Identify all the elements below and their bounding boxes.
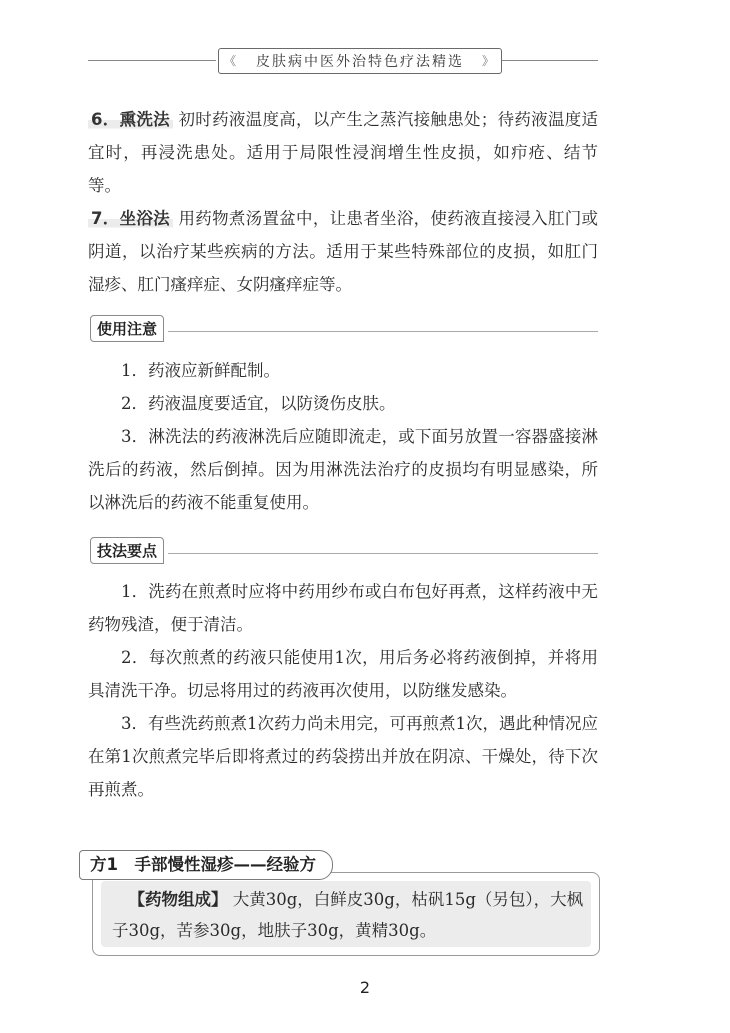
prescription-ingredients: 大黄30g，白鲜皮30g，枯矾15g（另包），大枫子30g，苦参30g，地肤子30g，黄精30g。 — [112, 890, 584, 940]
precaution-item-1: 1．药液应新鲜配制。 — [121, 361, 280, 380]
precautions-heading — [90, 316, 164, 340]
technique-item-1: 1．洗药在煎煮时应将中药用纱布或白布包好再煮，这样药液中无药物残渣，便于清洁。 — [88, 582, 598, 634]
technique-item-2: 2．每次煎煮的药液只能使用1次，用后务必将药液倒掉，并将用具清洗干净。切忌将用过的药液再次使用，以防继发感染。 — [88, 648, 598, 700]
prescription-title: 方1 手部慢性湿疹——经验方 — [79, 850, 333, 880]
method-6-text: 初时药液温度高，以产生之蒸汽接触患处；待药液温度适宜时，再浸洗患处。适用于局限性浸润增生性皮损，如疖疮、结节等。 — [88, 110, 599, 195]
technique-item-3: 3．有些洗药煎煮1次药力尚未用完，可再煎煮1次，遇此种情况应在第1次煎煮完毕后即将煮过的药袋捞出并放在阴凉、干燥处，待下次再煎煮。 — [88, 714, 598, 799]
precautions-heading-label: 使用注意 — [90, 315, 164, 342]
method-7-paragraph — [88, 202, 598, 301]
techniques-heading-label: 技法要点 — [90, 537, 164, 564]
precaution-item-2: 2．药液温度要适宜，以防烫伤皮肤。 — [121, 394, 396, 413]
header-rule-right — [502, 60, 598, 61]
header-ornament-right: 》 — [481, 54, 496, 68]
page-number: 2 — [359, 978, 371, 997]
method-6-term: 6．熏洗法 — [88, 110, 173, 129]
header-ornament-left: 《 — [224, 54, 239, 68]
precaution-item-3: 3．淋洗法的药液淋洗后应随即流走，或下面另放置一容器盛接淋洗后的药液，然后倒掉。因为用淋洗法治疗的皮损均有明显感染，所以淋洗后的药液不能重复使用。 — [88, 427, 598, 512]
precautions-heading-rule — [168, 331, 598, 332]
running-header — [218, 48, 502, 74]
techniques-heading — [90, 538, 164, 562]
prescription-text — [112, 884, 586, 946]
prescription-label: 【药物组成】 — [128, 890, 228, 909]
method-7-text: 用药物煮汤置盆中，让患者坐浴，使药液直接浸入肛门或阴道，以治疗某些疾病的方法。适用于某些特殊部位的皮损，如肛门湿疹、肛门瘙痒症、女阴瘙痒症等。 — [88, 209, 599, 294]
method-7-term: 7．坐浴法 — [88, 209, 173, 228]
method-6-paragraph — [88, 103, 598, 202]
techniques-heading-rule — [168, 553, 598, 554]
header-title: 皮肤病中医外治特色疗法精选 — [256, 54, 464, 70]
header-rule-left — [88, 60, 216, 61]
